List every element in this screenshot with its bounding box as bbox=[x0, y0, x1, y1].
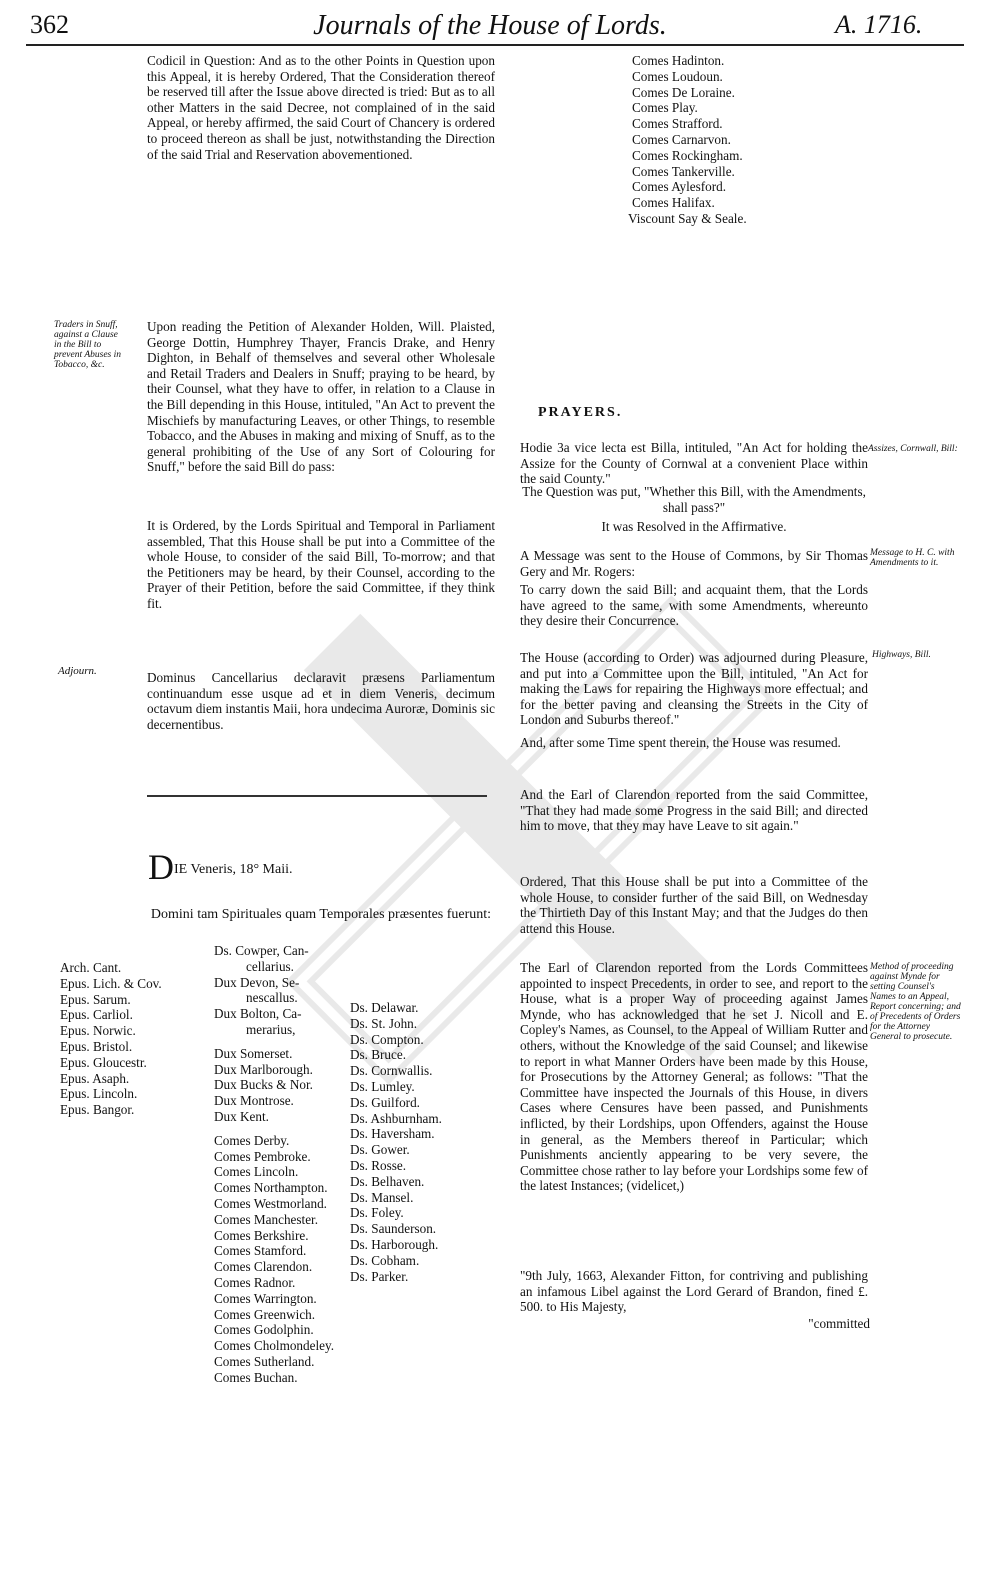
peer-entry: Comes Westmorland. bbox=[214, 1195, 327, 1211]
margin-note-method: Method of proceeding against Mynde for setting Counsel's Names to an Appeal, Report concerning; and of Precedents of Orders for the Attorney General to prosecute. bbox=[870, 962, 961, 1042]
paragraph-adjournment: Dominus Cancellarius declaravit præsens Parliamentum continuandum esse usque ad et in diem Veneris, decimum octavum diem instantis Maii, hora undecima Auroræ, Dominis sic decernentibus. bbox=[147, 670, 495, 732]
list-comes-continued bbox=[628, 53, 747, 227]
peer-entry: Dux Bucks & Nor. bbox=[214, 1077, 313, 1093]
column-bishops bbox=[60, 960, 162, 1118]
baron-entry: Ds. Cornwallis. bbox=[350, 1063, 433, 1079]
baron-entry: Ds. Parker. bbox=[350, 1268, 409, 1284]
peer-entry: Comes Radnor. bbox=[214, 1274, 296, 1290]
margin-note-assizes: Assizes, Cornwall, Bill: bbox=[868, 444, 958, 454]
journal-title: Journals of the House of Lords. bbox=[313, 10, 667, 41]
peer-entry: Comes Tankerville. bbox=[632, 163, 735, 179]
baron-entry: Ds. Bruce. bbox=[350, 1047, 407, 1063]
peer-entry: Dux Kent. bbox=[214, 1108, 269, 1124]
peer-entry: Ds. Cowper, Can- bbox=[214, 943, 309, 958]
paragraph-method-report: The Earl of Clarendon reported from the Lords Committees appointed to inspect Precedents, in order to see, and report to the House, what is a proper Way of proceeding against James Mynde, who has acknowledged that he set J. Nicoll and E. Copley's Names, as Counsel, to the Appeal of William Rutter and others, without the Knowledge of the said Counsel; and likewise to report in what Manner Orders have been made by this House, for Prosecutions by the Attorney General; as follows: "That the Committee have inspected the Journals of this House, in divers Cases where Censures have been passed, and Punishments inflicted, by their Lordships, upon Offenders, against the House in general, as the Members thereof in Particular; which Punishments anciently appearing to be very severe, the Committee chose rather to lay before your Lordships some few of the latest Instances; (videlicet,) bbox=[520, 960, 868, 1194]
peer-entry: Comes Buchan. bbox=[214, 1369, 298, 1385]
paragraph-ordered-committee: It is Ordered, by the Lords Spiritual and Temporal in Parliament assembled, That this House shall be put into a Committee of the whole House, to consider of the said Bill, To-morrow; and that the Petitioners may be heard, by their Counsel, according to the Prayer of their Petition, before the said Committee, if they think fit. bbox=[147, 518, 495, 611]
peer-entry: Comes Carnarvon. bbox=[632, 131, 731, 147]
peer-entry: Comes Greenwich. bbox=[214, 1306, 316, 1322]
peer-entry: Comes Clarendon. bbox=[214, 1259, 313, 1275]
peer-entry: Comes Godolphin. bbox=[214, 1322, 314, 1338]
page-number: 362 bbox=[30, 10, 69, 39]
peer-entry: Comes Strafford. bbox=[632, 116, 723, 132]
margin-note-message: Message to H. C. with Amendments to it. bbox=[870, 548, 955, 568]
bishop-entry: Epus. Gloucestr. bbox=[60, 1054, 147, 1070]
header-rule bbox=[26, 44, 964, 46]
peer-entry: Dux Montrose. bbox=[214, 1093, 294, 1109]
bishop-entry: Epus. Sarum. bbox=[60, 991, 131, 1007]
peer-entry: Comes Hadinton. bbox=[632, 53, 725, 68]
baron-entry: Ds. Ashburnham. bbox=[350, 1110, 442, 1126]
baron-entry: Ds. Lumley. bbox=[350, 1078, 415, 1094]
peer-entry: Comes Rockingham. bbox=[632, 147, 743, 163]
bishop-entry: Epus. Bangor. bbox=[60, 1102, 135, 1118]
margin-note-highways: Highways, Bill. bbox=[872, 650, 931, 660]
paragraph-highways: The House (according to Order) was adjourned during Pleasure, and put into a Committee upon the Bill, intituled, "An Act for making the Laws for repairing the Highways more effectual; and for the better paving and cleansing the Streets in the City of London and Suburbs thereof." bbox=[520, 650, 868, 728]
baron-entry: Ds. Gower. bbox=[350, 1142, 410, 1158]
peer-entry: Comes De Loraine. bbox=[632, 84, 735, 100]
margin-note-adjourn: Adjourn. bbox=[58, 665, 97, 677]
paragraph-petition: Upon reading the Petition of Alexander Holden, Will. Plaisted, George Dottin, Humphrey Thayer, Francis Drake, and Henry Dighton, in Behalf of themselves and several other Wholesale and Retail Traders and Dealers in Snuff; praying to be heard, by their Counsel, what they have to offer, in relation to a Clause in the Bill depending in this House, intituled, "An Act to prevent the Mischiefs by manufacturing Leaves, or other Things, to resemble Tobacco, and the Abuses in making and mixing of Snuff, as to the general prohibiting of the Use of any Sort of Colouring for Snuff," before the said Bill do pass: bbox=[147, 319, 495, 475]
peer-entry: Dux Marlborough. bbox=[214, 1061, 313, 1077]
paragraph-fitton: "9th July, 1663, Alexander Fitton, for contriving and publishing an infamous Libel against the Lord Gerard of Brandon, fined £. 500. to His Majesty, bbox=[520, 1268, 868, 1315]
column-barons bbox=[350, 1000, 442, 1284]
peer-entry: Comes Berkshire. bbox=[214, 1227, 309, 1243]
baron-entry: Ds. Mansel. bbox=[350, 1189, 414, 1205]
baron-entry: Ds. Delawar. bbox=[350, 1000, 419, 1015]
peer-entry: Comes Aylesford. bbox=[632, 179, 727, 195]
peer-entry: Dux Somerset. bbox=[214, 1045, 293, 1061]
peer-entry: Dux Devon, Se- bbox=[214, 974, 300, 990]
section-divider bbox=[147, 795, 487, 797]
baron-entry: Ds. Foley. bbox=[350, 1205, 404, 1221]
day-heading bbox=[148, 847, 293, 887]
bishop-entry: Arch. Cant. bbox=[60, 960, 122, 975]
resolved-text: It was Resolved in the Affirmative. bbox=[601, 519, 787, 534]
paragraph-codicil: Codicil in Question: And as to the other Points in Question upon this Appeal, it is hereby Ordered, That the Consideration thereof be reserved till after the Issue above directed is tried: But as to all other Matters in the said Decree, not complained of in the said Appeal, or hereby affirmed, the said Court of Chancery is ordered to proceed thereon as shall be just, notwithstanding the Direction of the said Trial and Reservation abovementioned. bbox=[147, 53, 495, 162]
bishop-entry: Epus. Asaph. bbox=[60, 1070, 130, 1086]
peer-entry: Comes Loudoun. bbox=[632, 68, 723, 84]
baron-entry: Ds. Harborough. bbox=[350, 1236, 439, 1252]
lords-present-heading: Domini tam Spirituales quam Temporales præsentes fuerunt: bbox=[150, 907, 492, 922]
peer-entry: Comes Play. bbox=[632, 100, 698, 116]
baron-entry: Ds. Cobham. bbox=[350, 1252, 420, 1268]
day-heading-text: IE Veneris, 18° Maii. bbox=[174, 862, 293, 877]
catchword: "committed bbox=[808, 1316, 870, 1331]
paragraph-message: A Message was sent to the House of Commons, by Sir Thomas Gery and Mr. Rogers: bbox=[520, 548, 868, 579]
bishop-entry: Epus. Carliol. bbox=[60, 1007, 133, 1023]
peer-entry: nescallus. bbox=[246, 990, 298, 1006]
peer-entry: Comes Northampton. bbox=[214, 1180, 328, 1196]
paragraph-assize-bill: Hodie 3a vice lecta est Billa, intituled, "An Act for holding the Assize for the County of Cornwal at a convenient Place within the said County." bbox=[520, 440, 868, 487]
journal-year: A. 1716. bbox=[835, 10, 923, 39]
bishop-entry: Epus. Norwic. bbox=[60, 1023, 136, 1039]
peer-entry: Comes Halifax. bbox=[632, 195, 715, 211]
column-dukes-earls bbox=[214, 943, 334, 1386]
baron-entry: Ds. Belhaven. bbox=[350, 1173, 425, 1189]
paragraph-ordered-wednesday: Ordered, That this House shall be put into a Committee of the whole House, to consider further of the said Bill, on Wednesday the Thirtieth Day of this Instant May; and that the Judges do then attend this House. bbox=[520, 874, 868, 936]
peer-entry: Comes Sutherland. bbox=[214, 1353, 315, 1369]
baron-entry: Ds. Rosse. bbox=[350, 1157, 407, 1173]
drop-cap: D bbox=[148, 847, 174, 887]
margin-note-traders: Traders in Snuff, against a Clause in the Bill to prevent Abuses in Tobacco, &c. bbox=[54, 320, 122, 370]
prayers-heading: PRAYERS. bbox=[538, 405, 623, 420]
peer-entry: Comes Pembroke. bbox=[214, 1148, 311, 1164]
peer-entry: Dux Bolton, Ca- bbox=[214, 1006, 302, 1022]
bishop-entry: Epus. Lich. & Cov. bbox=[60, 975, 162, 991]
question-put: The Question was put, "Whether this Bill, with the Amendments, shall pass?" bbox=[522, 484, 866, 515]
baron-entry: Ds. Compton. bbox=[350, 1031, 424, 1047]
peer-entry: merarius, bbox=[246, 1021, 296, 1037]
peer-entry: Comes Cholmondeley. bbox=[214, 1338, 335, 1354]
baron-entry: Ds. Haversham. bbox=[350, 1126, 435, 1142]
baron-entry: Ds. St. John. bbox=[350, 1015, 418, 1031]
paragraph-carry-bill: To carry down the said Bill; and acquaint them, that the Lords have agreed to the same, with some Amendments, whereunto they desire their Concurrence. bbox=[520, 582, 868, 629]
peer-entry: Comes Manchester. bbox=[214, 1211, 319, 1227]
bishop-entry: Epus. Bristol. bbox=[60, 1038, 133, 1054]
peer-entry: Viscount Say & Seale. bbox=[628, 210, 747, 226]
peer-entry: Comes Warrington. bbox=[214, 1290, 317, 1306]
peer-entry: cellarius. bbox=[246, 958, 294, 974]
bishop-entry: Epus. Lincoln. bbox=[60, 1086, 138, 1102]
peer-entry: Comes Derby. bbox=[214, 1132, 290, 1148]
baron-entry: Ds. Saunderson. bbox=[350, 1221, 437, 1237]
paragraph-resumed: And, after some Time spent therein, the House was resumed. bbox=[520, 735, 841, 750]
peer-entry: Comes Stamford. bbox=[214, 1243, 307, 1259]
paragraph-earl-report: And the Earl of Clarendon reported from the said Committee, "That they had made some Progress in the said Bill; and directed him to move, that they may have Leave to sit again." bbox=[520, 787, 868, 834]
baron-entry: Ds. Guilford. bbox=[350, 1094, 420, 1110]
peer-entry: Comes Lincoln. bbox=[214, 1164, 299, 1180]
